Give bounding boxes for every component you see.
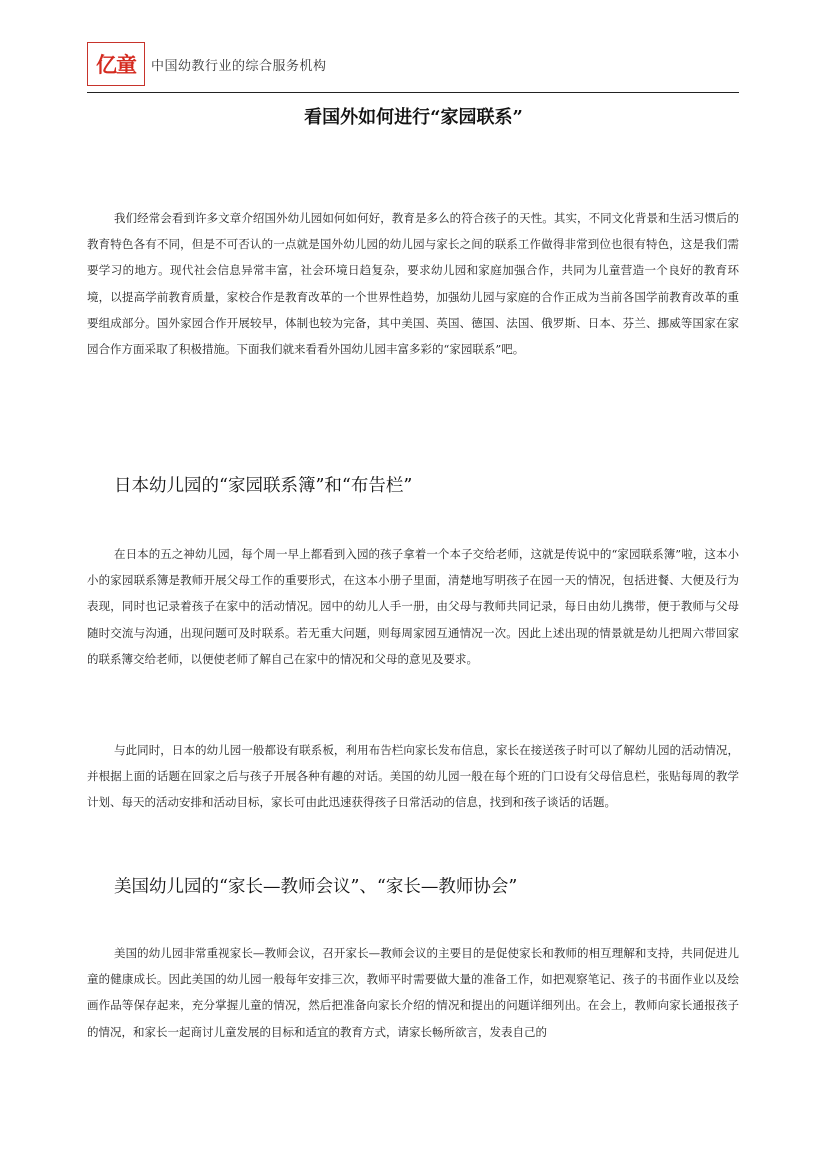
section1-paragraph-2: 与此同时，日本的幼儿园一般都设有联系板，利用布告栏向家长发布信息，家长在接送孩子时可以了解幼儿园的活动情况，并根据上面的话题在回家之后与孩子开展各种有趣的对话。美国的幼儿园一般在每个班的门口设有父母信息栏，张贴每周的教学计划、每天的活动安排和活动目标，家长可由此迅速获得孩子日常活动的信息，找到和孩子谈话的话题。: [87, 743, 739, 810]
section2-heading: 美国幼儿园的“家长—教师会议”、“家长—教师协会”: [114, 877, 518, 897]
document-title: 看国外如何进行“家园联系”: [304, 107, 523, 128]
section1-heading: 日本幼儿园的“家园联系簿”和“布告栏”: [114, 476, 413, 496]
logo-text: 亿童: [96, 53, 136, 77]
header-tagline: 中国幼教行业的综合服务机构: [151, 59, 327, 74]
intro-paragraph: 我们经常会看到许多文章介绍国外幼儿园如何如何好，教育是多么的符合孩子的天性。其实，不同文化背景和生活习惯后的教育特色各有不同，但是不可否认的一点就是国外幼儿园的幼儿园与家长之间的联系工作做得非常到位也很有特色，这是我们需要学习的地方。现代社会信息异常丰富，社会环境日趋复杂，要求幼儿园和家庭加强合作，共同为儿童营造一个良好的教育环境，以提高学前教育质量，家校合作是教育改革的一个世界性趋势，加强幼儿园与家庭的合作正成为当前各国学前教育改革的重要组成部分。国外家园合作开展较早，体制也较为完备，其中美国、英国、德国、法国、俄罗斯、日本、芬兰、挪威等国家在家园合作方面采取了积极措施。下面我们就来看看外国幼儿园丰富多彩的“家园联系”吧。: [87, 211, 739, 357]
brand-logo: [87, 42, 145, 86]
page-header: [87, 40, 739, 93]
section2-paragraph-1: 美国的幼儿园非常重视家长—教师会议，召开家长—教师会议的主要目的是促使家长和教师的相互理解和支持，共同促进儿童的健康成长。因此美国的幼儿园一般每年安排三次，教师平时需要做大量的准备工作，如把观察笔记、孩子的书面作业以及绘画作品等保存起来，充分掌握儿童的情况，然后把准备向家长介绍的情况和提出的问题详细列出。在会上，教师向家长通报孩子的情况，和家长一起商讨儿童发展的目标和适宜的教育方式，请家长畅所欲言，发表自己的: [87, 946, 739, 1039]
section1-paragraph-1: 在日本的五之神幼儿园，每个周一早上都看到入园的孩子拿着一个本子交给老师，这就是传说中的“家园联系簿”啦，这本小小的家园联系簿是教师开展父母工作的重要形式，在这本小册子里面，清楚地写明孩子在园一天的情况，包括进餐、大便及行为表现，同时也记录着孩子在家中的活动情况。园中的幼儿人手一册，由父母与教师共同记录，每日由幼儿携带，便于教师与父母随时交流与沟通，出现问题可及时联系。若无重大问题，则每周家园互通情况一次。因此上述出现的情景就是幼儿把周六带回家的联系簿交给老师，以便使老师了解自己在家中的情况和父母的意见及要求。: [87, 547, 739, 666]
